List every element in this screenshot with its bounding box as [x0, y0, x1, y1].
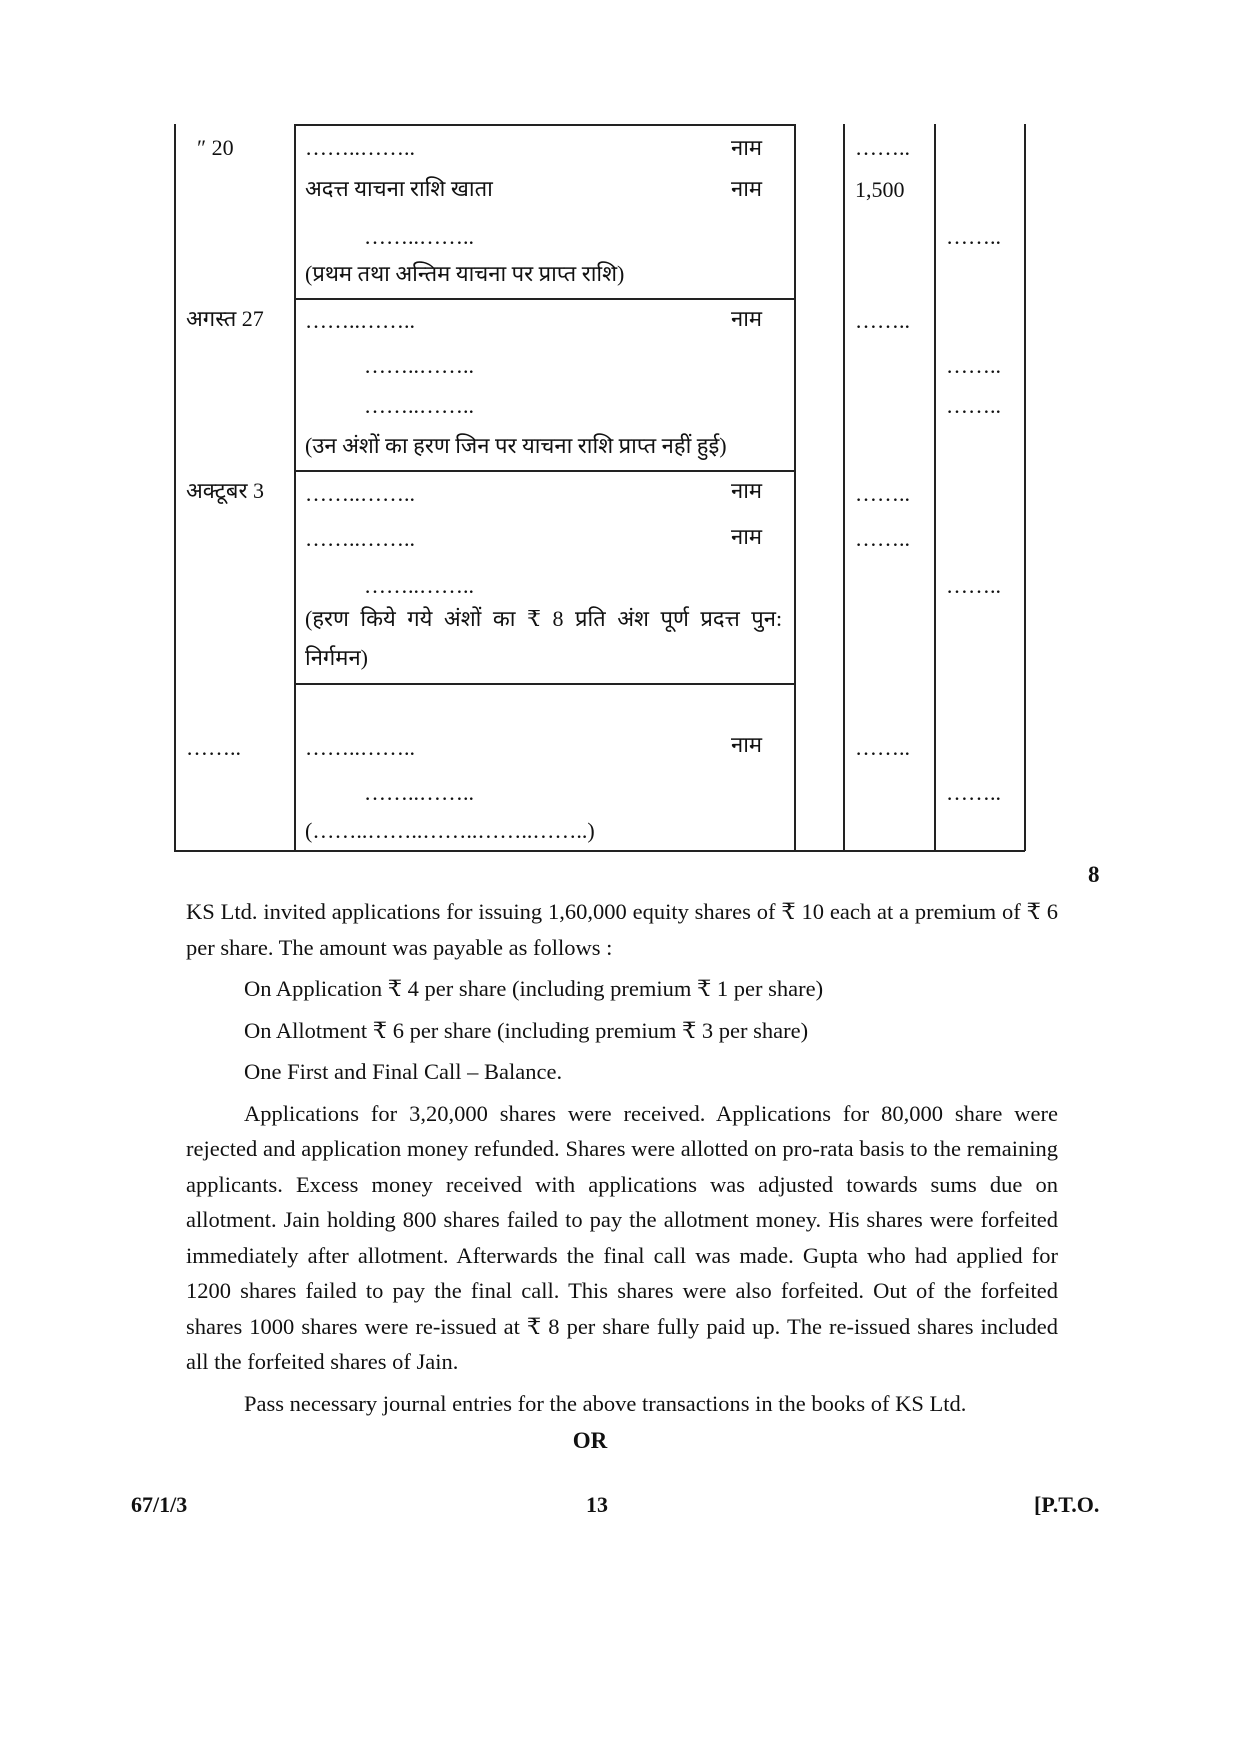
narration: (उन अंशों का हरण जिन पर याचना राशि प्राप्त नहीं हुई)	[305, 433, 727, 458]
question-text	[186, 894, 1058, 1421]
table-border-left	[174, 124, 176, 851]
footer-code: 67/1/3	[131, 1492, 188, 1517]
footer-page-number: 13	[586, 1492, 608, 1517]
entry-date: अगस्त 27	[186, 306, 264, 331]
debit-amount: ……..	[855, 526, 910, 551]
table-row-rule	[294, 298, 795, 300]
account-line: ……..……..	[305, 735, 415, 760]
dr-label: नाम	[731, 732, 763, 757]
or-separator: OR	[572, 1428, 608, 1453]
question-marks: 8	[1088, 862, 1100, 887]
account-line: ……..……..	[305, 135, 415, 160]
account-line: ……..……..	[364, 573, 474, 598]
debit-amount: 1,500	[855, 177, 905, 202]
account-line: ……..……..	[364, 393, 474, 418]
account-line: ……..……..	[364, 780, 474, 805]
dr-label: नाम	[731, 524, 763, 549]
table-col-divider-date	[294, 124, 296, 851]
payment-term: One First and Final Call – Balance.	[244, 1059, 563, 1084]
question-intro: KS Ltd. invited applications for issuing 1,60,000 equity shares of ₹ 10 each at a premium of ₹ 6 per share. The amount was payable as follows :	[186, 899, 1058, 960]
credit-amount: ……..	[946, 353, 1001, 378]
table-row-rule	[294, 124, 795, 126]
dr-label: नाम	[731, 478, 763, 503]
payment-term: On Allotment ₹ 6 per share (including premium ₹ 3 per share)	[244, 1017, 809, 1043]
entry-date: ″ 20	[197, 135, 234, 160]
journal-table	[0, 0, 1241, 870]
debit-amount: ……..	[855, 735, 910, 760]
dr-label: नाम	[731, 176, 763, 201]
dr-label: नाम	[731, 306, 763, 331]
table-col-divider-lf	[794, 124, 796, 851]
dr-label: नाम	[731, 135, 763, 160]
credit-amount: ……..	[946, 224, 1001, 249]
narration: (……..……..……..……..……..)	[305, 818, 595, 843]
narration: निर्गमन)	[305, 645, 368, 670]
credit-amount: ……..	[946, 573, 1001, 598]
question-body: Applications for 3,20,000 shares were received. Applications for 80,000 share were rejected and application money refunded. Shares were allotted on pro-rata basis to the remaining applicants. Excess money received with applications was adjusted towards sums due on allotment. Jain holding 800 shares failed to pay the allotment money. His shares were forfeited immediately after allotment. Afterwards the final call was made. Gupta who had applied for 1200 shares failed to pay the final call. This shares were also forfeited. Out of the forfeited shares 1000 shares were re-issued at ₹ 8 per share fully paid up. The re-issued shares included all the forfeited shares of Jain.	[186, 1100, 1058, 1374]
account-line: ……..……..	[305, 308, 415, 333]
table-border-right	[1024, 124, 1026, 851]
entry-date: अक्टूबर 3	[186, 478, 264, 503]
entry-date: ……..	[186, 735, 241, 760]
table-bottom-rule	[174, 850, 1025, 852]
account-line: अदत्त याचना राशि खाता	[305, 176, 493, 201]
debit-amount: ……..	[855, 135, 910, 160]
account-line: ……..……..	[364, 353, 474, 378]
table-row-rule	[294, 683, 795, 685]
payment-term: On Application ₹ 4 per share (including premium ₹ 1 per share)	[244, 976, 824, 1001]
debit-amount: ……..	[855, 308, 910, 333]
table-row-rule	[294, 470, 795, 472]
credit-amount: ……..	[946, 780, 1001, 805]
credit-amount: ……..	[946, 393, 1001, 418]
footer-pto: [P.T.O.	[1034, 1492, 1100, 1517]
debit-amount: ……..	[855, 481, 910, 506]
narration: (हरण किये गये अंशों का ₹ 8 प्रति अंश पूर्ण प्रदत्त पुन:	[305, 606, 783, 631]
account-line: ……..……..	[364, 224, 474, 249]
account-line: ……..……..	[305, 526, 415, 551]
table-col-divider-lf-right	[843, 124, 845, 851]
account-line: ……..……..	[305, 481, 415, 506]
question-instruction: Pass necessary journal entries for the above transactions in the books of KS Ltd.	[244, 1390, 967, 1416]
narration: (प्रथम तथा अन्तिम याचना पर प्राप्त राशि)	[305, 261, 625, 286]
table-col-divider-debit	[934, 124, 936, 851]
